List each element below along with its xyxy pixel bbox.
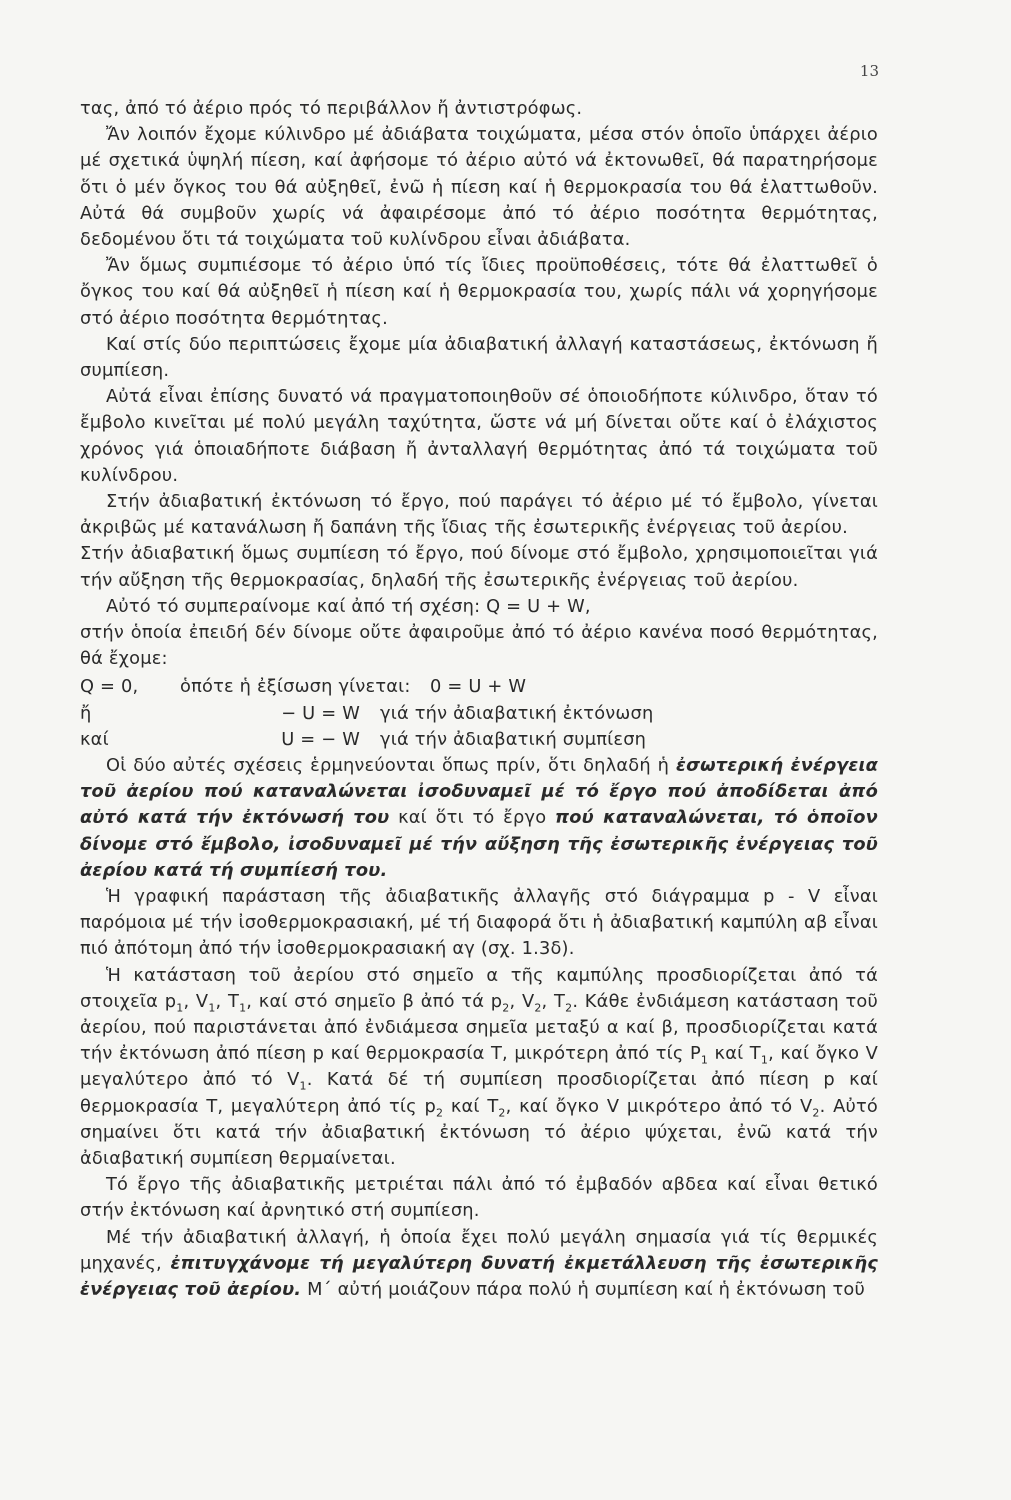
subscript: 2 — [498, 1106, 506, 1120]
text-run: Μ΄ αὐτή μοιάζουν πάρα πολύ ἡ συμπίεση καί ἡ ἐκτόνωση τοῦ — [301, 1279, 865, 1301]
text-run: Ἄν ὅμως συμπιέσομε τό ἀέριο ὑπό τίς ἴδιες προϋποθέσεις, τότε θά ἐλαττωθεῖ ὁ ὄγκος του καί θά αὐξηθεῖ ἡ πίεση καί ἡ θερμοκρασία του, χωρίς πάλι νά χορηγήσομε στό ἀέριο ποσότητα θερμότητας. — [80, 255, 878, 329]
subscript: 1 — [239, 1001, 247, 1015]
emphasis-text: ἐσωτερική ἐνέργεια τοῦ ἀερίου πού καταναλώνεται ἰσοδυναμεῖ μέ τό ἔργο πού ἀποδίδεται ἀπό αὐτό κατά τήν ἐκτόνωσή του — [80, 755, 878, 829]
equation-connector: καί — [80, 728, 109, 750]
equation-formula: 0 = U + W — [430, 676, 527, 698]
equation-row — [80, 701, 878, 727]
subscript: 1 — [299, 1080, 307, 1094]
text-run: Οἱ δύο αὐτές σχέσεις ἑρμηνεύονται ὅπως πρίν, ὅτι δηλαδή ἡ — [106, 755, 676, 777]
text-run: Αὐτά εἶναι ἐπίσης δυνατό νά πραγματοποιηθοῦν σέ ὁποιοδήποτε κύλινδρο, ὅταν τό ἔμβολο κινεῖται μέ πολύ μεγάλη ταχύτητα, ὥστε νά μή δίνεται οὔτε καί ὁ ἐλάχιστος χρόνος γιά ὁποιαδήποτε διάβαση ἤ ἀνταλλαγή θερμότητας ἀπό τά τοιχώματα τοῦ κυλίνδρου. — [80, 386, 878, 486]
paragraph — [80, 1172, 878, 1224]
paragraph-state-description — [80, 963, 878, 1173]
equation-row — [80, 674, 878, 700]
text-run: καί T — [708, 1043, 761, 1065]
paragraph — [80, 1225, 878, 1304]
paragraph-group-closing — [80, 1172, 878, 1303]
subscript: 2 — [502, 1001, 510, 1015]
equation-condition: Q = 0, — [80, 676, 139, 698]
paragraph — [80, 620, 878, 672]
text-run: Ἡ κατάσταση τοῦ ἀερίου στό σημεῖο α τῆς καμπύλης προσδιορίζεται ἀπό τά στοιχεῖα p — [80, 964, 878, 1012]
text-run: , T — [541, 990, 566, 1012]
subscript: 2 — [534, 1001, 542, 1015]
paragraph-group-interpretation — [80, 753, 878, 963]
text-run: Μέ τήν ἀδιαβατική ἀλλαγή, ἡ ὁποία ἔχει πολύ μεγάλη σημασία γιά τίς θερμικές μηχανές, — [80, 1226, 878, 1274]
text-run: . Αὐτό σημαίνει ὅτι κατά τήν ἀδιαβατική ἐκτόνωση τό ἀέριο ψύχεται, ἐνῶ κατά τήν ἀδιαβατική συμπίεση θερμαίνεται. — [80, 1095, 878, 1170]
text-run: Στήν ἀδιαβατική ἐκτόνωση τό ἔργο, πού παράγει τό ἀέριο μέ τό ἔμβολο, γίνεται ἀκριβῶς μέ κατανάλωση ἤ δαπάνη τῆς ἴδιας τῆς ἐσωτερικῆς ἐνέργειας τοῦ ἀερίου. — [80, 491, 878, 539]
text-run: Ἡ γραφική παράσταση τῆς ἀδιαβατικῆς ἀλλαγῆς στό διάγραμμα p - V εἶναι παρόμοια μέ τήν ἰσοθερμοκρασιακή, μέ τή διαφορά ὅτι ἡ ἀδιαβατική καμπύλη αβ εἶναι πιό ἀπότομη ἀπό τήν ἰσοθερμοκρασιακή αγ (σχ. 1.3δ). — [80, 886, 878, 960]
text-run: Τό ἔργο τῆς ἀδιαβατικῆς μετριέται πάλι ἀπό τό ἐμβαδόν αβδεα καί εἶναι θετικό στήν ἐκτόνωση καί ἀρνητικό στή συμπίεση. — [80, 1174, 878, 1222]
emphasis-text: πού καταναλώνεται, τό ὁποῖον δίνομε στό ἔμβολο, ἰσοδυναμεῖ μέ τήν αὔξηση τῆς ἐσωτερικῆς ἐνέργειας τοῦ ἀερίου κατά τή συμπίεσή του. — [80, 807, 878, 881]
text-run: καί ὅτι τό ἔργο — [389, 807, 555, 829]
paragraph — [80, 489, 878, 541]
text-run: τας, ἀπό τό ἀέριο πρός τό περιβάλλον ἤ ἀντιστρόφως. — [80, 98, 583, 119]
equation-formula: U = − W — [281, 728, 360, 750]
subscript: 2 — [812, 1106, 820, 1120]
equation-description: γιά τήν ἀδιαβατική συμπίεση — [380, 728, 647, 750]
paragraph — [80, 594, 878, 620]
paragraph — [80, 384, 878, 489]
text-run: Καί στίς δύο περιπτώσεις ἔχομε μία ἀδιαβατική ἀλλαγή καταστάσεως, ἐκτόνωση ἤ συμπίεση. — [80, 333, 878, 382]
paragraph — [80, 96, 878, 122]
text-run: . Κατά δέ τή συμπίεση προσδιορίζεται ἀπό πίεση p καί θερμοκρασία T, μεγαλύτερη ἀπό τίς p — [80, 1069, 878, 1117]
subscript: 1 — [176, 1001, 184, 1015]
text-run: , V — [183, 990, 209, 1012]
subscript: 1 — [208, 1001, 216, 1015]
paragraph — [80, 541, 878, 593]
paragraph — [80, 253, 878, 332]
equation-connector: ἤ — [80, 702, 92, 724]
subscript: 2 — [565, 1001, 573, 1015]
equation-block — [80, 674, 878, 753]
equation-row — [80, 727, 878, 753]
subscript: 2 — [435, 1106, 444, 1120]
text-run: . Κάθε ἐνδιάμεση κατάσταση τοῦ ἀερίου, πού παριστάνεται ἀπό ἐνδιάμεσα σημεῖα μεταξύ α καί β, προσδιορίζεται κατά τήν ἐκτόνωση ἀπό πίεση p καί θερμοκρασία T, μικρότερη ἀπό τίς P — [80, 990, 878, 1065]
text-run: , V — [509, 990, 535, 1012]
equation-formula: − U = W — [281, 702, 360, 724]
text-run: , καί στό σημεῖο β ἀπό τά p — [246, 990, 503, 1012]
text-run: Αὐτό τό συμπεραίνομε καί ἀπό τή σχέση: Q = U + W, — [106, 595, 591, 617]
paragraph — [80, 884, 878, 963]
body-text — [80, 96, 878, 1303]
paragraph — [80, 332, 878, 384]
page-number: 13 — [859, 62, 879, 80]
text-run: Στήν ἀδιαβατική ὅμως συμπίεση τό ἔργο, πού δίνομε στό ἔμβολο, χρησιμοποιεῖται γιά τήν αὔξηση τῆς θερμοκρασίας, δηλαδή τῆς ἐσωτερικῆς ἐνέργειας τοῦ ἀερίου. — [80, 543, 878, 591]
emphasis-text: ἐπιτυγχάνομε τή μεγαλύτερη δυνατή ἐκμετάλλευση τῆς ἐσωτερικῆς ἐνέργειας τοῦ ἀερίου. — [80, 1252, 878, 1301]
text-run: , T — [215, 990, 240, 1012]
text-run: Ἄν λοιπόν ἔχομε κύλινδρο μέ ἀδιάβατα τοιχώματα, μέσα στόν ὁποῖο ὑπάρχει ἀέριο μέ σχετικά ὑψηλή πίεση, καί ἀφήσομε τό ἀέριο αὐτό νά ἐκτονωθεῖ, θά παρατηρήσομε ὅτι ὁ μέν ὄγκος του θά αὐξηθεῖ, ἐνῶ ἡ πίεση καί ἡ θερμοκρασία του θά ἐλαττωθοῦν. Αὐτά θά συμβοῦν χωρίς νά ἀφαιρέσομε ἀπό τό ἀέριο ποσότητα θερμότητας, δεδομένου ὅτι τά τοιχώματα τοῦ κυλίνδρου εἶναι ἀδιάβατα. — [80, 124, 878, 251]
equation-description: γιά τήν ἀδιαβατική ἐκτόνωση — [380, 702, 654, 724]
paragraph — [80, 753, 878, 884]
paragraph — [80, 122, 878, 253]
equation-text: ὁπότε ἡ ἐξίσωση γίνεται: — [180, 676, 411, 698]
text-run: καί T — [443, 1095, 499, 1117]
subscript: 1 — [700, 1053, 709, 1067]
text-run: , καί ὄγκο V μεγαλύτερο ἀπό τό V — [80, 1043, 878, 1091]
text-run: , καί ὄγκο V μικρότερο ἀπό τό V — [505, 1095, 813, 1117]
subscript: 1 — [760, 1053, 769, 1067]
paragraph-group-intro — [80, 96, 878, 672]
text-run: στήν ὁποία ἐπειδή δέν δίνομε οὔτε ἀφαιροῦμε ἀπό τό ἀέριο κανένα ποσό θερμότητας, θά ἔχομε: — [80, 622, 878, 670]
